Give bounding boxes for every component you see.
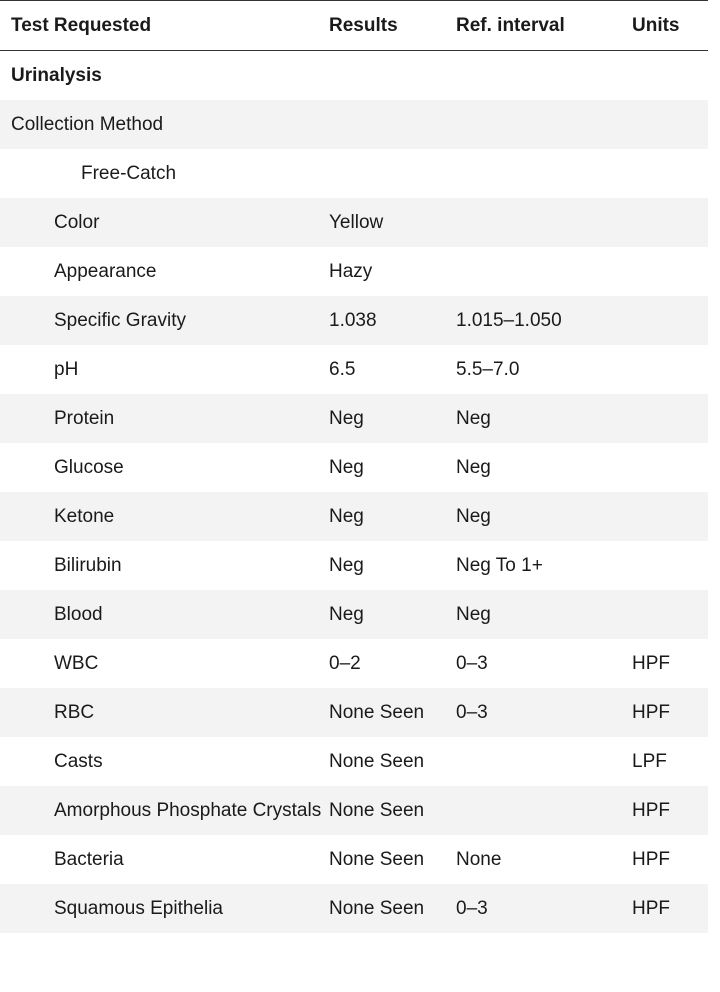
table-row [0,688,708,737]
result-cell: Neg [329,407,364,429]
ref-interval-cell: 0–3 [456,701,488,723]
units-cell: HPF [632,701,670,723]
result-cell: 6.5 [329,358,356,380]
result-cell: 1.038 [329,309,377,331]
units-cell: HPF [632,652,670,674]
units-cell: HPF [632,897,670,919]
table-row [0,492,708,541]
result-cell: None Seen [329,750,425,772]
table-row [0,443,708,492]
ref-interval-cell: Neg [456,456,491,478]
test-name-cell: Protein [54,407,115,429]
table-row [0,737,708,786]
table-row [0,247,708,296]
collection-method-label: Collection Method [11,113,164,135]
section-row-urinalysis [0,51,708,100]
table-row [0,835,708,884]
ref-interval-cell: Neg To 1+ [456,554,543,576]
section-title: Urinalysis [11,64,102,86]
table-row [0,394,708,443]
table-row [0,345,708,394]
result-cell: None Seen [329,799,425,821]
collection-method-value: Free-Catch [81,162,177,184]
header-ref-interval: Ref. interval [456,14,565,36]
test-name-cell: Color [54,211,100,233]
ref-interval-cell: 0–3 [456,652,488,674]
units-cell: HPF [632,848,670,870]
test-name-cell: Bacteria [54,848,124,870]
test-name-cell: Blood [54,603,103,625]
result-cell: 0–2 [329,652,361,674]
test-name-cell: Ketone [54,505,115,527]
table-row [0,296,708,345]
ref-interval-cell: 1.015–1.050 [456,309,562,331]
test-name-cell: pH [54,358,79,380]
test-name-cell: Squamous Epithelia [54,897,223,919]
units-cell: HPF [632,799,670,821]
collection-method-value-row [0,149,708,198]
table-row [0,639,708,688]
result-cell: Yellow [329,211,384,233]
ref-interval-cell: Neg [456,603,491,625]
table-row [0,590,708,639]
test-name-cell: Specific Gravity [54,309,186,331]
result-cell: None Seen [329,897,425,919]
table-row [0,786,708,835]
test-name-cell: Amorphous Phosphate Crystals [54,799,322,821]
test-name-cell: RBC [54,701,95,723]
ref-interval-cell: Neg [456,407,491,429]
test-name-cell: Glucose [54,456,124,478]
result-cell: Neg [329,456,364,478]
table-header-row [0,1,708,51]
test-name-cell: WBC [54,652,99,674]
data-rows [0,198,708,933]
ref-interval-cell: Neg [456,505,491,527]
test-name-cell: Bilirubin [54,554,122,576]
table-row [0,884,708,933]
test-name-cell: Casts [54,750,103,772]
header-units: Units [632,14,680,36]
header-results: Results [329,14,398,36]
table-row [0,541,708,590]
ref-interval-cell: 0–3 [456,897,488,919]
result-cell: None Seen [329,848,425,870]
header-test-requested: Test Requested [11,14,152,36]
result-cell: Hazy [329,260,373,282]
result-cell: Neg [329,554,364,576]
units-cell: LPF [632,750,667,772]
result-cell: None Seen [329,701,425,723]
result-cell: Neg [329,603,364,625]
table-row [0,198,708,247]
ref-interval-cell: None [456,848,502,870]
collection-method-row [0,100,708,149]
ref-interval-cell: 5.5–7.0 [456,358,520,380]
test-name-cell: Appearance [54,260,157,282]
result-cell: Neg [329,505,364,527]
